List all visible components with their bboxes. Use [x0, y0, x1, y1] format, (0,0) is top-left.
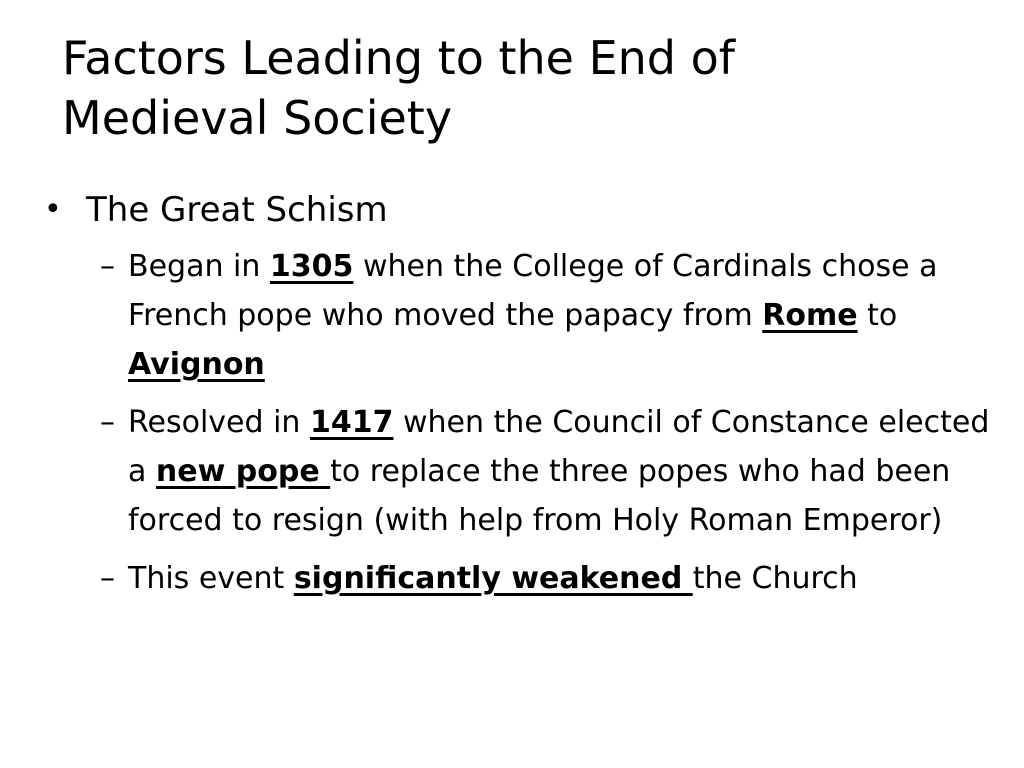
key-term-significantly-weakened: significantly weakened: [293, 561, 693, 596]
slide-title-line-2: Medieval Society: [62, 91, 453, 145]
key-term-year-1305: 1305: [269, 249, 354, 284]
sub-bullet-event: [0, 554, 1024, 603]
sub-bullet-text: to: [857, 298, 898, 333]
sub-bullet-text: This event: [128, 561, 294, 596]
sub-bullet-began: [0, 242, 1024, 389]
sub-bullet-text: when the Council of Constance elected a: [128, 405, 990, 489]
bullet-great-schism: [0, 186, 1024, 242]
sub-bullet-text: the Church: [692, 561, 858, 596]
bullet-text: The Great Schism: [86, 190, 388, 230]
key-term-new-pope: new pope: [155, 454, 331, 489]
slide-title: [62, 28, 992, 148]
sub-bullet-list: [0, 242, 1024, 603]
bullet-dot-icon: •: [44, 192, 62, 227]
key-term-year-1417: 1417: [309, 405, 394, 440]
sub-bullet-text: Resolved in: [128, 405, 310, 440]
key-term-avignon: Avignon: [128, 347, 265, 382]
dash-icon: –: [100, 405, 115, 440]
sub-bullet-text: when the College of Cardinals chose a French pope who moved the papacy from: [128, 249, 938, 333]
sub-bullet-text: to replace the three popes who had been forced to resign (with help from Holy Roman Emperor): [128, 454, 951, 538]
sub-bullet-resolved: [0, 398, 1024, 545]
key-term-rome: Rome: [762, 298, 858, 333]
dash-icon: –: [100, 561, 115, 596]
dash-icon: –: [100, 249, 115, 284]
slide-body: [0, 186, 1024, 612]
slide-title-line-1: Factors Leading to the End of: [62, 31, 735, 85]
sub-bullet-text: Began in: [128, 249, 270, 284]
